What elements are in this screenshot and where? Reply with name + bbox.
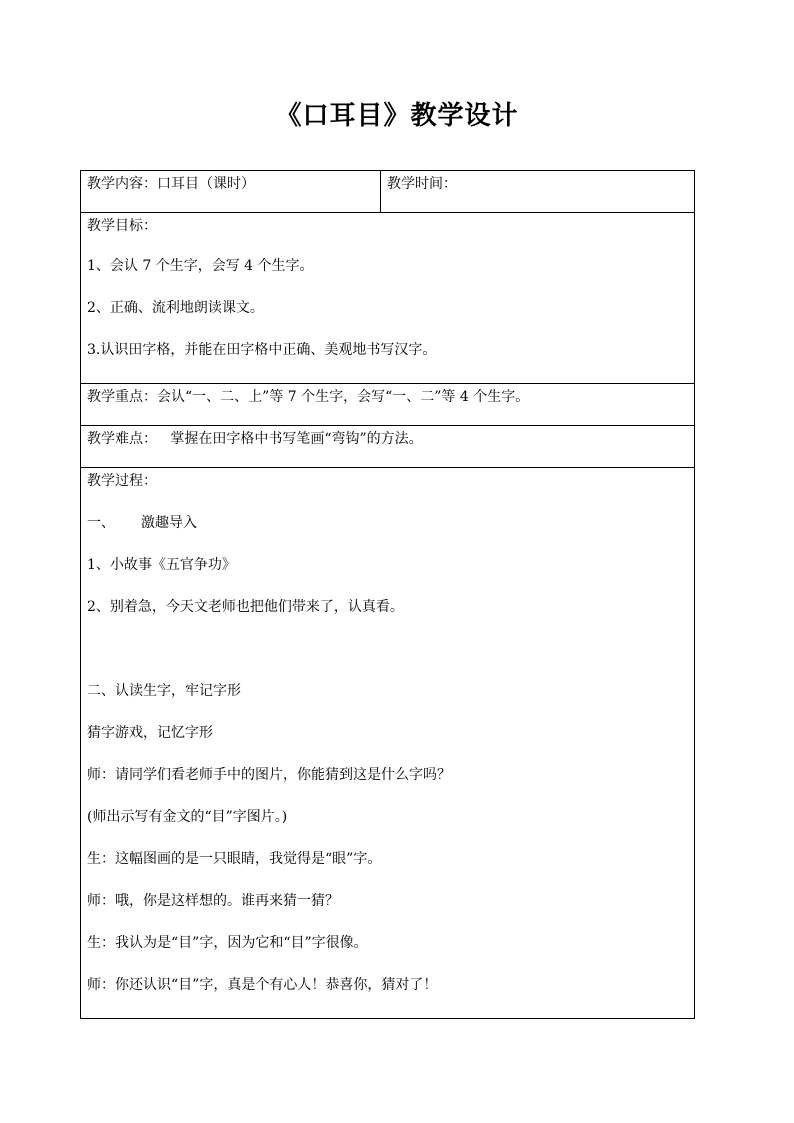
document-title: 《口耳目》教学设计 [275, 101, 519, 131]
goal-item: 3.认识田字格，并能在田字格中正确、美观地书写汉字。 [87, 342, 437, 358]
key-points-row [81, 384, 695, 426]
process-row [81, 468, 695, 1019]
process-line: (师出示写有金文的“目”字图片。) [87, 809, 288, 825]
teaching-content-cell [81, 171, 381, 213]
goal-item: 1、会认 7 个生字，会写 4 个生字。 [87, 258, 314, 274]
teaching-content: 教学内容：口耳目（课时） [87, 176, 255, 192]
goal-item: 2、正确、流利地朗读课文。 [87, 300, 264, 316]
goals-cell [81, 213, 695, 384]
difficulty-row [81, 426, 695, 468]
goals-label: 教学目标： [87, 218, 157, 234]
section-heading [87, 514, 688, 532]
difficulty: 教学难点： 掌握在田字格中书写笔画“弯钩”的方法。 [87, 431, 423, 447]
section-heading: 二、认读生字，牢记字形 [87, 683, 241, 699]
process-label: 教学过程： [87, 473, 157, 489]
process-line: 2、别着急，今天文老师也把他们带来了，认真看。 [87, 599, 404, 615]
section-number: 一、 [87, 515, 115, 531]
process-line: 师：请同学们看老师手中的图片，你能猜到这是什么字吗？ [87, 767, 451, 783]
process-line: 生：这幅图画的是一只眼睛，我觉得是“眼”字。 [87, 851, 382, 867]
process-line: 生：我认为是“目”字，因为它和“目”字很像。 [87, 935, 368, 951]
lesson-plan-table [80, 170, 695, 1019]
goals-row [81, 213, 695, 384]
difficulty-cell [81, 426, 695, 468]
teaching-time: 教学时间： [387, 176, 457, 192]
process-line: 师：你还认识“目”字，真是个有心人！恭喜你，猜对了！ [87, 977, 438, 993]
process-cell [81, 468, 695, 1019]
section-title: 激趣导入 [141, 515, 197, 531]
process-line: 1、小故事《五官争功》 [87, 557, 236, 573]
header-row [81, 171, 695, 213]
key-points: 教学重点：会认“一、二、上”等 7 个生字，会写“一、二”等 4 个生字。 [87, 389, 530, 405]
process-line: 师：哦，你是这样想的。谁再来猜一猜？ [87, 893, 339, 909]
teaching-time-cell [381, 171, 695, 213]
process-line: 猜字游戏，记忆字形 [87, 725, 213, 741]
key-points-cell [81, 384, 695, 426]
